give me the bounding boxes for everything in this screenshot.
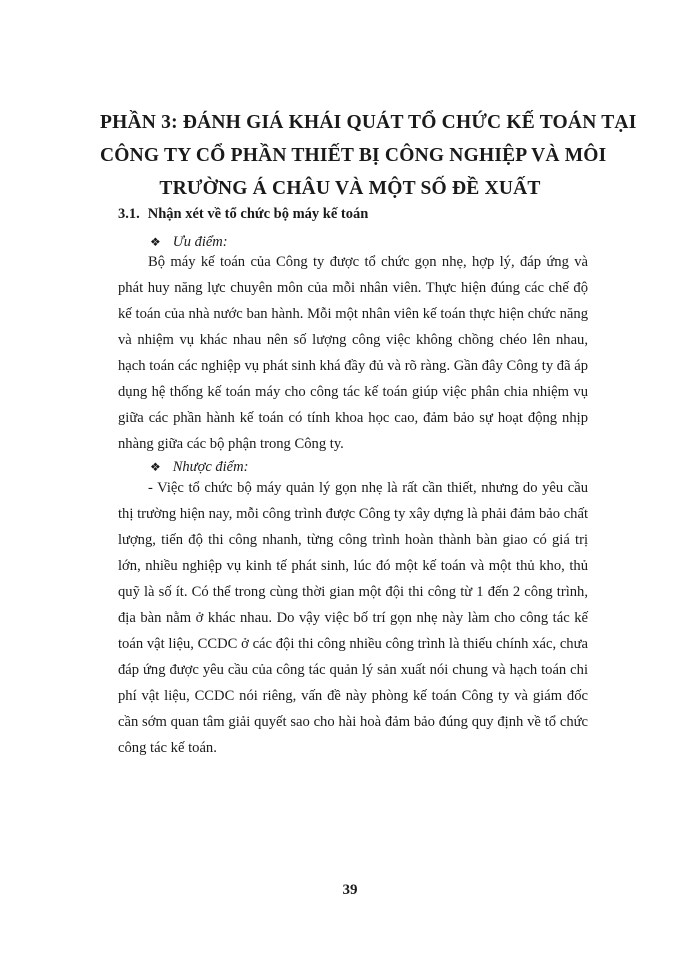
disadvantages-label: Nhược điểm:: [172, 459, 249, 475]
chapter-title-line-3: TRƯỜNG Á CHÂU VÀ MỘT SỐ ĐỀ XUẤT: [159, 178, 541, 199]
section-heading-text: Nhận xét về tổ chức bộ máy kế toán: [147, 206, 369, 222]
disadvantages-paragraph: - Việc tổ chức bộ máy quản lý gọn nhẹ là rất cần thiết, nhưng do yêu cầu thị trường hiện nay, mỗi công trình được Công ty xây dựng là phải đảm bảo chất lượng, tiến độ thi công nhanh, từng công trình hoàn thành bàn giao có giá trị lớn, nhiều nghiệp vụ kinh tế phát sinh, lúc đó một kế toán và một thủ kho, thủ quỹ là số ít. Có thể trong cùng thời gian một đội thi công từ 1 đến 2 công trình, địa bàn nằm ở khác nhau. Do vậy việc bố trí gọn nhẹ này làm cho công tác kế toán vật liệu, CCDC ở các đội thi công nhiều công trình là thiếu chính xác, chưa đáp ứng được yêu cầu của công tác quản lý sản xuất nói chung và hạch toán chi phí vật liệu, CCDC nói riêng, vấn đề này phòng kế toán Công ty và giám đốc cần sớm quan tâm giải quyết sao cho hài hoà đảm bảo đúng quy định về tổ chức công tác kế toán.: [118, 480, 588, 756]
disadvantages-subheading: [150, 459, 248, 476]
chapter-title: [100, 106, 637, 205]
diamond-bullet-icon: ❖: [150, 235, 161, 249]
advantages-label: Ưu điểm:: [172, 234, 228, 250]
chapter-title-line-2: CÔNG TY CỔ PHẦN THIẾT BỊ CÔNG NGHIỆP VÀ MÔI: [100, 145, 607, 166]
page-number: 39: [342, 882, 358, 898]
advantages-paragraph: Bộ máy kế toán của Công ty được tổ chức gọn nhẹ, hợp lý, đáp ứng và phát huy năng lực chuyên môn của mỗi nhân viên. Thực hiện đúng các chế độ kế toán của nhà nước ban hành. Mỗi một nhân viên kế toán thực hiện chức năng và nhiệm vụ khác nhau nên số lượng công việc không chồng chéo lên nhau, hạch toán các nghiệp vụ phát sinh khá đầy đủ và rõ ràng. Gần đây Công ty đã áp dụng hệ thống kế toán máy cho công tác kế toán giúp việc phân chia nhiệm vụ giữa các phần hành kế toán có tính khoa học cao, đảm bảo sự hoạt động nhịp nhàng giữa các bộ phận trong Công ty.: [118, 254, 588, 452]
diamond-bullet-icon: ❖: [150, 460, 161, 474]
section-number: 3.1.: [118, 206, 140, 222]
chapter-title-line-1: PHẦN 3: ĐÁNH GIÁ KHÁI QUÁT TỔ CHỨC KẾ TOÁN TẠI: [100, 112, 637, 133]
section-heading: [118, 206, 368, 223]
